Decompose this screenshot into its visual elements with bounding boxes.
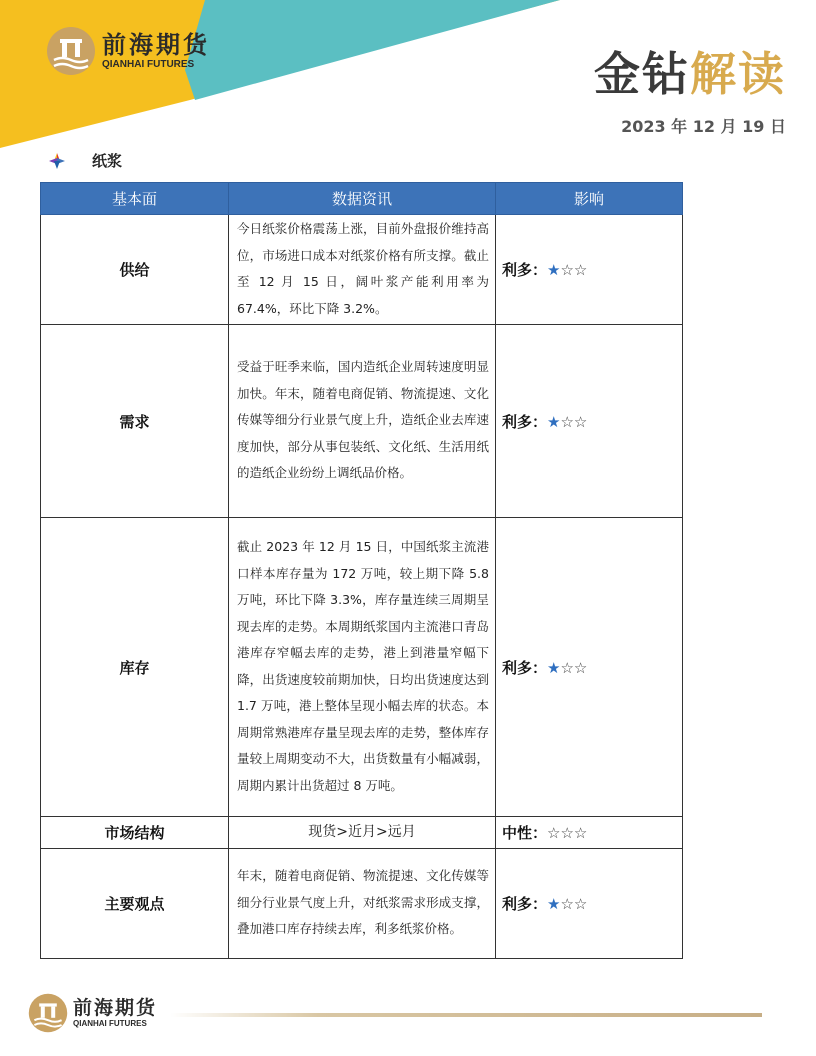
footer-logo-cn-text: 前海期货 [73,997,158,1019]
header-data-info: 数据资讯 [229,183,496,215]
header-logo [46,26,210,76]
footer-divider [170,1013,762,1017]
category-cell: 库存 [41,518,229,817]
impact-label: 利多： [502,658,548,677]
info-cell: 受益于旺季来临，国内造纸企业周转速度明显加快。年末，随着电商促销、物流提速、文化传媒等细分行业景气度上升，造纸企业去库速度加快，部分从事包装纸、文化纸、生活用纸的造纸企业纷纷上调纸品价格。 [229,325,496,518]
info-cell: 年末，随着电商促销、物流提速、文化传媒等细分行业景气度上升，对纸浆需求形成支撑，叠加港口库存持续去库，利多纸浆价格。 [229,849,496,959]
table-row-main-view [41,849,683,959]
impact-label: 利多： [502,412,548,431]
info-cell: 截止 2023 年 12 月 15 日，中国纸浆主流港口样本库存量为 172 万吨，较上期下降 5.8 万吨，环比下降 3.3%，库存量连续三周期呈现去库的走势。本周期纸浆国内主流港口青岛港库存窄幅去库的走势，港上到港量窄幅下降，出货速度较前期加快，日均出货速度达到 1.7 万吨，港上整体呈现小幅去库的状态。本周期常熟港库存量呈现去库的走势，整体库存量较上周期变动不大，出货数量有小幅减弱，周期内累计出货超过 8 万吨。 [229,518,496,817]
impact-cell [496,849,683,959]
table-row-market-structure [41,817,683,849]
star-rating-icon: ★☆☆ [547,658,588,677]
star-rating-icon: ★☆☆ [547,261,588,279]
table-row-inventory [41,518,683,817]
logo-cn-text: 前海期货 [102,30,210,59]
table-row-demand [41,325,683,518]
star-rating-icon: ★☆☆ [547,895,588,913]
impact-cell [496,325,683,518]
impact-cell [496,817,683,849]
impact-cell [496,518,683,817]
header-impact: 影响 [496,183,683,215]
report-title [594,46,786,102]
star-rating-icon: ☆☆☆ [547,824,588,842]
qianhai-logo-icon [46,26,96,76]
section-heading [48,150,122,171]
report-title-part2: 解读 [690,47,786,101]
fundamentals-table [40,182,683,959]
report-title-part1: 金钻 [594,47,690,101]
diamond-bullet-icon [48,152,66,170]
table-row-supply [41,215,683,325]
category-cell: 供给 [41,215,229,325]
category-cell: 市场结构 [41,817,229,849]
impact-cell [496,215,683,325]
qianhai-logo-icon [28,993,68,1033]
category-cell: 需求 [41,325,229,518]
impact-label: 利多： [502,895,548,913]
teal-banner-shape [185,0,560,100]
report-date: 2023 年 12 月 19 日 [621,117,786,136]
logo-en-text: QIANHAI FUTURES [102,59,195,70]
info-cell: 现货>近月>远月 [229,817,496,849]
impact-label: 利多： [502,261,548,279]
table-header-row [41,183,683,215]
header-fundamentals: 基本面 [41,183,229,215]
info-cell: 今日纸浆价格震荡上涨，目前外盘报价维持高位，市场进口成本对纸浆价格有所支撑。截止至 12 月 15 日，阔叶浆产能利用率为 67.4%，环比下降 3.2%。 [229,215,496,325]
section-name: 纸浆 [92,152,123,170]
category-cell: 主要观点 [41,849,229,959]
star-rating-icon: ★☆☆ [547,412,588,431]
impact-label: 中性： [502,824,548,842]
footer-logo-en-text: QIANHAI FUTURES [73,1019,147,1028]
footer-logo [28,993,157,1033]
